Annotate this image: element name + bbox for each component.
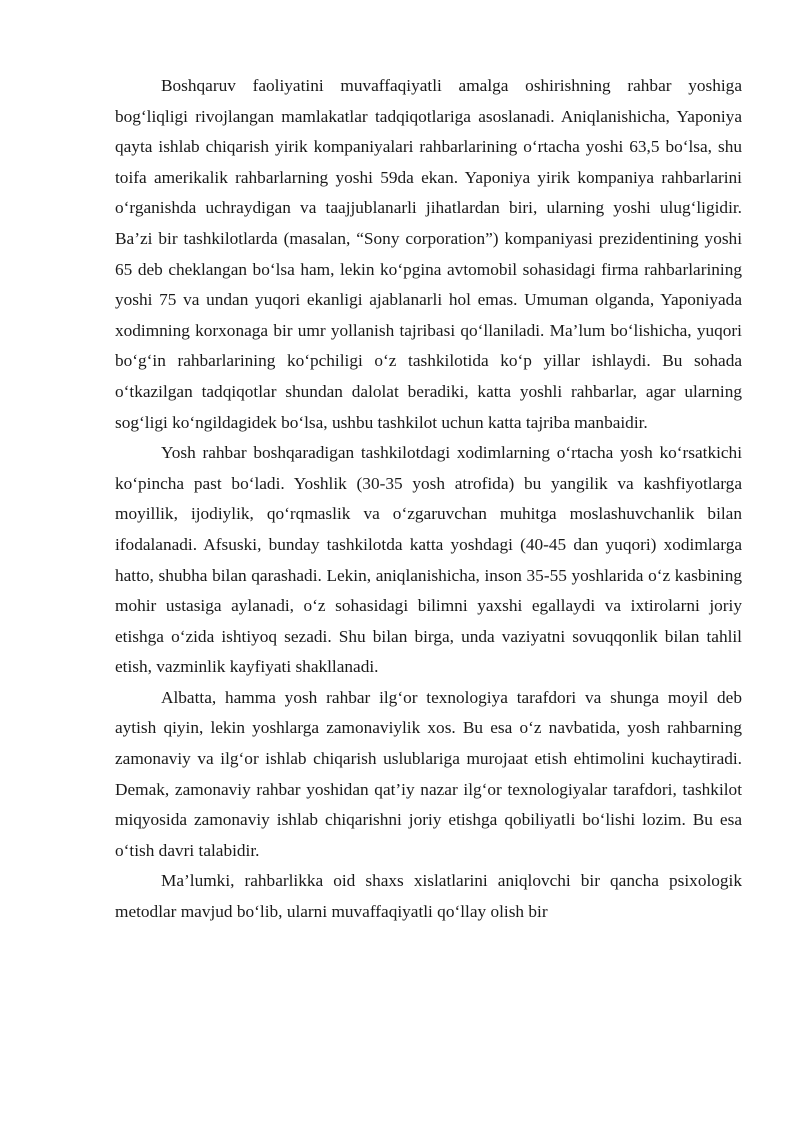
document-page [115,71,742,928]
paragraph-2: Yosh rahbar boshqaradigan tashkilotdagi xodimlarning o‘rtacha yosh ko‘rsatkichi ko‘pincha past bo‘ladi. Yoshlik (30-35 yosh atrofida) bu yangilik va kashfiyotlarga moyillik, ijodiylik, qo‘rqmaslik va o‘zgaruvchan muhitga moslashuvchanlik bilan ifodalanadi. Afsuski, bunday tashkilotda katta yoshdagi (40-45 dan yuqori) xodimlarga hatto, shubha bilan qarashadi. Lekin, aniqlanishicha, inson 35-55 yoshlarida o‘z kasbining mohir ustasiga aylanadi, o‘z sohasidagi bilimni yaxshi egallaydi va ixtirolarni joriy etishga o‘zida ishtiyoq sezadi. Shu bilan birga, unda vaziyatni sovuqqonlik bilan tahlil etish, vazminlik kayfiyati shakllanadi. [115,443,742,677]
paragraph-4: Ma’lumki, rahbarlikka oid shaxs xislatlarini aniqlovchi bir qancha psixologik metodlar mavjud bo‘lib, ularni muvaffaqiyatli qo‘llay olish bir [115,871,742,922]
paragraph-1: Boshqaruv faoliyatini muvaffaqiyatli amalga oshirishning rahbar yoshiga bog‘liqligi rivojlangan mamlakatlar tadqiqotlariga asoslanadi. Aniqlanishicha, Yaponiya qayta ishlab chiqarish yirik kompaniyalari rahbarlarining o‘rtacha yoshi 63,5 bo‘lsa, shu toifa amerikalik rahbarlarning yoshi 59da ekan. Yaponiya yirik kompaniya rahbarlarini o‘rganishda uchraydigan va taajjublanarli jihatlardan biri, ularning yoshi ulug‘ligidir. Ba’zi bir tashkilotlarda (masalan, “Sony corporation”) kompaniyasi prezidentining yoshi 65 deb cheklangan bo‘lsa ham, lekin ko‘pgina avtomobil sohasidagi firma rahbarlarining yoshi 75 va undan yuqori ekanligi ajablanarli hol emas. Umuman olganda, Yaponiyada xodimning korxonaga bir umr yollanish tajribasi qo‘llaniladi. Ma’lum bo‘lishicha, yuqori bo‘g‘in rahbarlarining ko‘pchiligi o‘z tashkilotida ko‘p yillar ishlaydi. Bu sohada o‘tkazilgan tadqiqotlar shundan dalolat beradiki, katta yoshli rahbarlar, agar ularning sog‘ligi ko‘ngildagidek bo‘lsa, ushbu tashkilot uchun katta tajriba manbaidir. [115,76,742,432]
paragraph-3: Albatta, hamma yosh rahbar ilg‘or texnologiya tarafdori va shunga moyil deb aytish qiyin, lekin yoshlarga zamonaviylik xos. Bu esa o‘z navbatida, yosh rahbarning zamonaviy va ilg‘or ishlab chiqarish uslublariga murojaat etish ehtimolini kuchaytiradi. Demak, zamonaviy rahbar yoshidan qat’iy nazar ilg‘or texnologiyalar tarafdori, tashkilot miqyosida zamonaviy ishlab chiqarishni joriy etishga qobiliyatli bo‘lishi lozim. Bu esa o‘tish davri talabidir. [115,687,742,860]
